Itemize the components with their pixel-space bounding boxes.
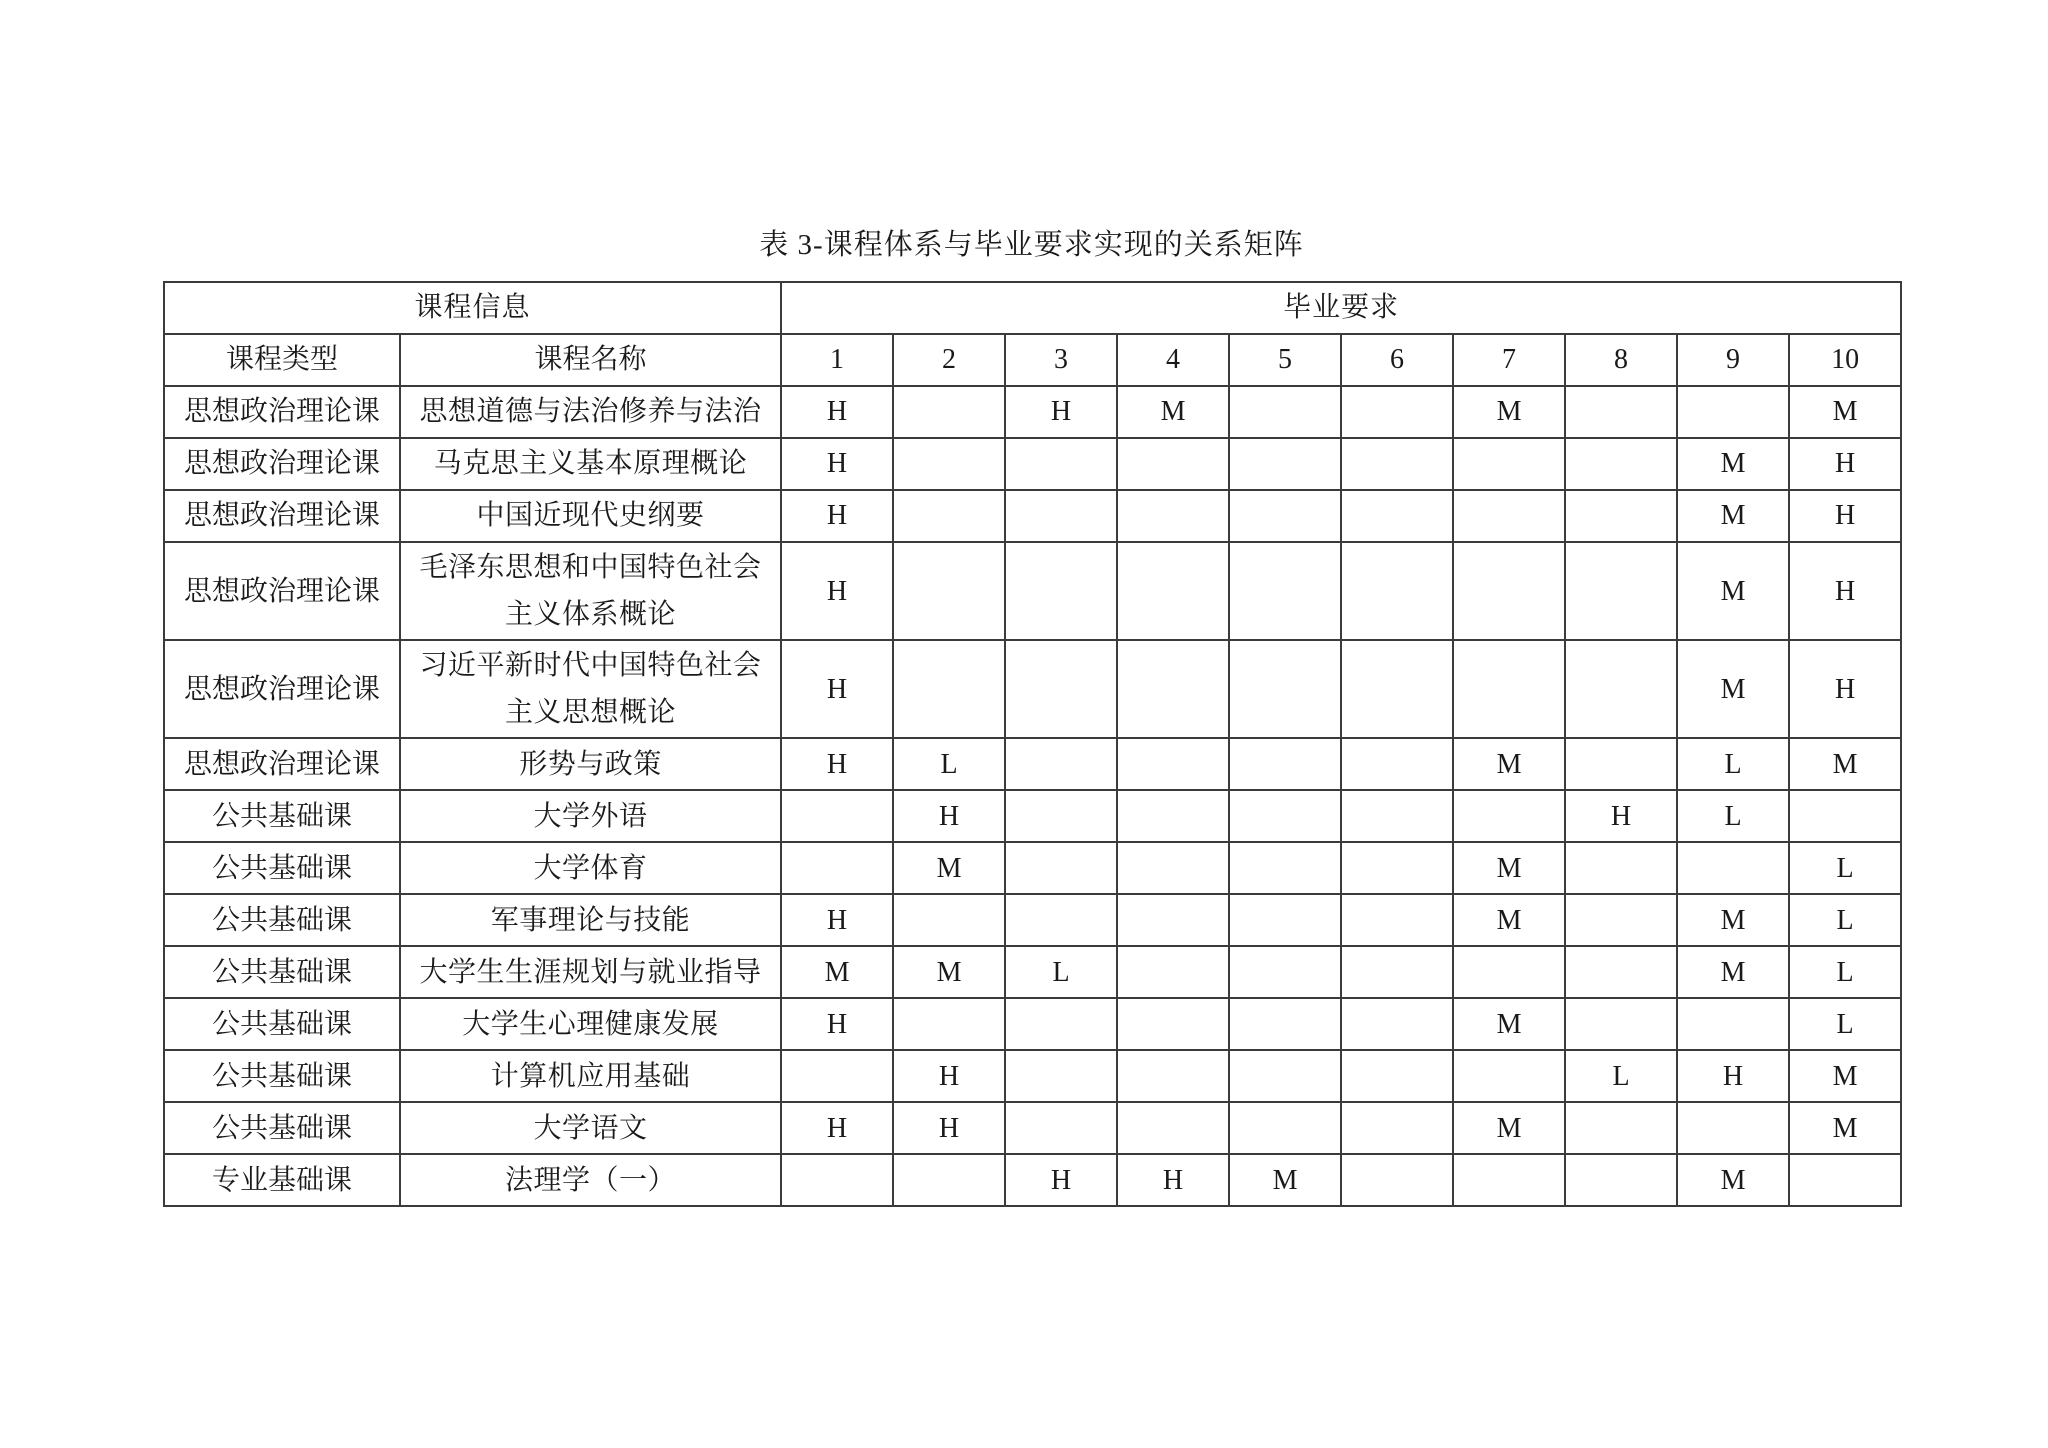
level-cell bbox=[1677, 842, 1789, 894]
level-cell: H bbox=[781, 894, 893, 946]
grad-req-number-header: 1 bbox=[781, 334, 893, 386]
level-cell bbox=[1005, 738, 1117, 790]
course-name-cell: 大学生生涯规划与就业指导 bbox=[400, 946, 781, 998]
course-type-cell: 思想政治理论课 bbox=[164, 738, 400, 790]
level-cell: M bbox=[1677, 894, 1789, 946]
level-cell: H bbox=[1005, 1154, 1117, 1206]
grad-req-number-header: 6 bbox=[1341, 334, 1453, 386]
course-row bbox=[164, 490, 1901, 542]
level-cell bbox=[781, 790, 893, 842]
level-cell bbox=[1565, 542, 1677, 640]
level-cell bbox=[1341, 640, 1453, 738]
level-cell: H bbox=[781, 490, 893, 542]
level-cell bbox=[1789, 1154, 1901, 1206]
level-cell: M bbox=[1677, 438, 1789, 490]
level-cell bbox=[1117, 790, 1229, 842]
level-cell: H bbox=[781, 998, 893, 1050]
document-page bbox=[163, 226, 1900, 1207]
level-cell bbox=[781, 1154, 893, 1206]
level-cell bbox=[1565, 842, 1677, 894]
course-name-cell: 计算机应用基础 bbox=[400, 1050, 781, 1102]
level-cell bbox=[1005, 894, 1117, 946]
level-cell: H bbox=[781, 438, 893, 490]
level-cell: M bbox=[1453, 386, 1565, 438]
level-cell bbox=[1229, 998, 1341, 1050]
level-cell bbox=[1453, 438, 1565, 490]
level-cell bbox=[1565, 998, 1677, 1050]
grad-req-number-header: 8 bbox=[1565, 334, 1677, 386]
level-cell bbox=[1453, 790, 1565, 842]
level-cell: M bbox=[1789, 386, 1901, 438]
level-cell: H bbox=[781, 1102, 893, 1154]
level-cell bbox=[1677, 1102, 1789, 1154]
course-name-cell: 大学外语 bbox=[400, 790, 781, 842]
level-cell bbox=[1565, 640, 1677, 738]
grad-req-number-header: 4 bbox=[1117, 334, 1229, 386]
level-cell: M bbox=[1789, 1050, 1901, 1102]
level-cell bbox=[1341, 998, 1453, 1050]
level-cell bbox=[1341, 1102, 1453, 1154]
course-name-cell: 大学生心理健康发展 bbox=[400, 998, 781, 1050]
level-cell: H bbox=[893, 1050, 1005, 1102]
level-cell bbox=[1229, 842, 1341, 894]
level-cell bbox=[1229, 1102, 1341, 1154]
level-cell bbox=[1005, 998, 1117, 1050]
course-name-cell: 马克思主义基本原理概论 bbox=[400, 438, 781, 490]
level-cell bbox=[1677, 998, 1789, 1050]
level-cell bbox=[1453, 1050, 1565, 1102]
course-row bbox=[164, 946, 1901, 998]
level-cell: M bbox=[1677, 542, 1789, 640]
level-cell: H bbox=[1677, 1050, 1789, 1102]
course-name-cell: 毛泽东思想和中国特色社会主义体系概论 bbox=[400, 542, 781, 640]
level-cell bbox=[893, 490, 1005, 542]
level-cell bbox=[1677, 386, 1789, 438]
level-cell: M bbox=[1677, 1154, 1789, 1206]
level-cell: H bbox=[1117, 1154, 1229, 1206]
course-row bbox=[164, 738, 1901, 790]
level-cell bbox=[1341, 946, 1453, 998]
level-cell: H bbox=[781, 542, 893, 640]
level-cell bbox=[1341, 842, 1453, 894]
level-cell bbox=[893, 894, 1005, 946]
level-cell bbox=[1565, 738, 1677, 790]
level-cell bbox=[1341, 386, 1453, 438]
course-name-cell: 思想道德与法治修养与法治 bbox=[400, 386, 781, 438]
level-cell bbox=[893, 998, 1005, 1050]
level-cell bbox=[1117, 1102, 1229, 1154]
course-row bbox=[164, 894, 1901, 946]
level-cell: M bbox=[1677, 490, 1789, 542]
level-cell: L bbox=[1789, 894, 1901, 946]
course-type-cell: 公共基础课 bbox=[164, 790, 400, 842]
course-name-cell: 大学体育 bbox=[400, 842, 781, 894]
level-cell: L bbox=[1565, 1050, 1677, 1102]
grad-req-number-header: 10 bbox=[1789, 334, 1901, 386]
level-cell bbox=[1117, 998, 1229, 1050]
course-type-cell: 思想政治理论课 bbox=[164, 490, 400, 542]
table-title: 表 3-课程体系与毕业要求实现的关系矩阵 bbox=[759, 229, 1304, 261]
level-cell: H bbox=[781, 386, 893, 438]
level-cell bbox=[1117, 438, 1229, 490]
level-cell: M bbox=[1789, 1102, 1901, 1154]
level-cell bbox=[1565, 438, 1677, 490]
grad-req-number-header: 5 bbox=[1229, 334, 1341, 386]
course-row bbox=[164, 640, 1901, 738]
level-cell bbox=[1005, 542, 1117, 640]
graduation-requirements-group-header: 毕业要求 bbox=[781, 282, 1901, 334]
column-header-row bbox=[164, 334, 1901, 386]
level-cell: M bbox=[893, 842, 1005, 894]
course-type-cell: 公共基础课 bbox=[164, 1050, 400, 1102]
course-type-cell: 思想政治理论课 bbox=[164, 386, 400, 438]
level-cell bbox=[1005, 842, 1117, 894]
level-cell bbox=[1453, 946, 1565, 998]
course-name-cell: 法理学（一） bbox=[400, 1154, 781, 1206]
level-cell bbox=[1341, 542, 1453, 640]
level-cell bbox=[1005, 640, 1117, 738]
level-cell bbox=[1229, 790, 1341, 842]
level-cell bbox=[1565, 1154, 1677, 1206]
level-cell: H bbox=[1789, 542, 1901, 640]
level-cell: H bbox=[1789, 490, 1901, 542]
level-cell bbox=[1005, 1102, 1117, 1154]
level-cell bbox=[1117, 842, 1229, 894]
course-name-cell: 习近平新时代中国特色社会主义思想概论 bbox=[400, 640, 781, 738]
grad-req-number-header: 9 bbox=[1677, 334, 1789, 386]
level-cell bbox=[893, 438, 1005, 490]
course-row bbox=[164, 1050, 1901, 1102]
level-cell bbox=[1005, 490, 1117, 542]
course-row bbox=[164, 1154, 1901, 1206]
level-cell: H bbox=[893, 1102, 1005, 1154]
level-cell bbox=[1229, 640, 1341, 738]
level-cell: H bbox=[1789, 438, 1901, 490]
level-cell bbox=[893, 1154, 1005, 1206]
group-header-row bbox=[164, 282, 1901, 334]
course-type-cell: 公共基础课 bbox=[164, 1102, 400, 1154]
course-name-cell: 大学语文 bbox=[400, 1102, 781, 1154]
level-cell bbox=[1341, 1050, 1453, 1102]
level-cell bbox=[1229, 894, 1341, 946]
course-row bbox=[164, 1102, 1901, 1154]
level-cell: M bbox=[1229, 1154, 1341, 1206]
level-cell bbox=[1229, 542, 1341, 640]
level-cell: L bbox=[1005, 946, 1117, 998]
level-cell bbox=[1341, 790, 1453, 842]
course-type-cell: 思想政治理论课 bbox=[164, 542, 400, 640]
level-cell bbox=[893, 386, 1005, 438]
level-cell bbox=[1341, 738, 1453, 790]
level-cell bbox=[1229, 438, 1341, 490]
level-cell: M bbox=[893, 946, 1005, 998]
level-cell bbox=[1117, 490, 1229, 542]
level-cell bbox=[1453, 640, 1565, 738]
course-row bbox=[164, 998, 1901, 1050]
course-type-cell: 公共基础课 bbox=[164, 946, 400, 998]
course-graduation-requirement-matrix bbox=[163, 281, 1902, 1207]
level-cell bbox=[1229, 1050, 1341, 1102]
course-type-column-header: 课程类型 bbox=[164, 334, 400, 386]
level-cell bbox=[1005, 1050, 1117, 1102]
level-cell: H bbox=[893, 790, 1005, 842]
level-cell bbox=[1341, 490, 1453, 542]
course-name-column-header: 课程名称 bbox=[400, 334, 781, 386]
level-cell: M bbox=[1453, 1102, 1565, 1154]
level-cell: H bbox=[781, 640, 893, 738]
course-name-cell: 军事理论与技能 bbox=[400, 894, 781, 946]
level-cell bbox=[1005, 438, 1117, 490]
level-cell bbox=[1229, 490, 1341, 542]
level-cell bbox=[781, 1050, 893, 1102]
level-cell: L bbox=[1789, 946, 1901, 998]
course-type-cell: 公共基础课 bbox=[164, 894, 400, 946]
level-cell bbox=[1117, 738, 1229, 790]
level-cell bbox=[1565, 490, 1677, 542]
level-cell bbox=[1453, 490, 1565, 542]
level-cell bbox=[1229, 386, 1341, 438]
course-type-cell: 公共基础课 bbox=[164, 998, 400, 1050]
level-cell bbox=[893, 542, 1005, 640]
level-cell: M bbox=[1677, 946, 1789, 998]
level-cell: M bbox=[1117, 386, 1229, 438]
level-cell bbox=[1229, 738, 1341, 790]
level-cell: M bbox=[781, 946, 893, 998]
course-type-cell: 公共基础课 bbox=[164, 842, 400, 894]
level-cell bbox=[1117, 1050, 1229, 1102]
level-cell bbox=[1117, 946, 1229, 998]
level-cell: L bbox=[1789, 998, 1901, 1050]
level-cell bbox=[1341, 894, 1453, 946]
level-cell: L bbox=[893, 738, 1005, 790]
level-cell: M bbox=[1453, 738, 1565, 790]
level-cell: L bbox=[1677, 738, 1789, 790]
level-cell: H bbox=[1565, 790, 1677, 842]
level-cell bbox=[1453, 1154, 1565, 1206]
level-cell bbox=[1117, 640, 1229, 738]
level-cell: M bbox=[1453, 842, 1565, 894]
course-type-cell: 思想政治理论课 bbox=[164, 640, 400, 738]
course-name-cell: 中国近现代史纲要 bbox=[400, 490, 781, 542]
level-cell: L bbox=[1677, 790, 1789, 842]
level-cell bbox=[1565, 386, 1677, 438]
course-row bbox=[164, 842, 1901, 894]
level-cell bbox=[1229, 946, 1341, 998]
level-cell bbox=[1341, 1154, 1453, 1206]
level-cell bbox=[1117, 894, 1229, 946]
level-cell: M bbox=[1789, 738, 1901, 790]
course-info-group-header: 课程信息 bbox=[164, 282, 781, 334]
level-cell bbox=[1117, 542, 1229, 640]
course-name-cell: 形势与政策 bbox=[400, 738, 781, 790]
level-cell bbox=[1005, 790, 1117, 842]
level-cell: H bbox=[781, 738, 893, 790]
course-row bbox=[164, 386, 1901, 438]
level-cell bbox=[1565, 894, 1677, 946]
level-cell bbox=[1341, 438, 1453, 490]
level-cell bbox=[1789, 790, 1901, 842]
grad-req-number-header: 2 bbox=[893, 334, 1005, 386]
course-type-cell: 专业基础课 bbox=[164, 1154, 400, 1206]
course-row bbox=[164, 790, 1901, 842]
grad-req-number-header: 7 bbox=[1453, 334, 1565, 386]
level-cell bbox=[781, 842, 893, 894]
level-cell bbox=[893, 640, 1005, 738]
level-cell: H bbox=[1005, 386, 1117, 438]
level-cell: M bbox=[1677, 640, 1789, 738]
course-type-cell: 思想政治理论课 bbox=[164, 438, 400, 490]
level-cell: M bbox=[1453, 894, 1565, 946]
level-cell bbox=[1453, 542, 1565, 640]
grad-req-number-header: 3 bbox=[1005, 334, 1117, 386]
level-cell: M bbox=[1453, 998, 1565, 1050]
course-row bbox=[164, 542, 1901, 640]
level-cell: L bbox=[1789, 842, 1901, 894]
level-cell bbox=[1565, 1102, 1677, 1154]
level-cell bbox=[1565, 946, 1677, 998]
level-cell: H bbox=[1789, 640, 1901, 738]
course-row bbox=[164, 438, 1901, 490]
